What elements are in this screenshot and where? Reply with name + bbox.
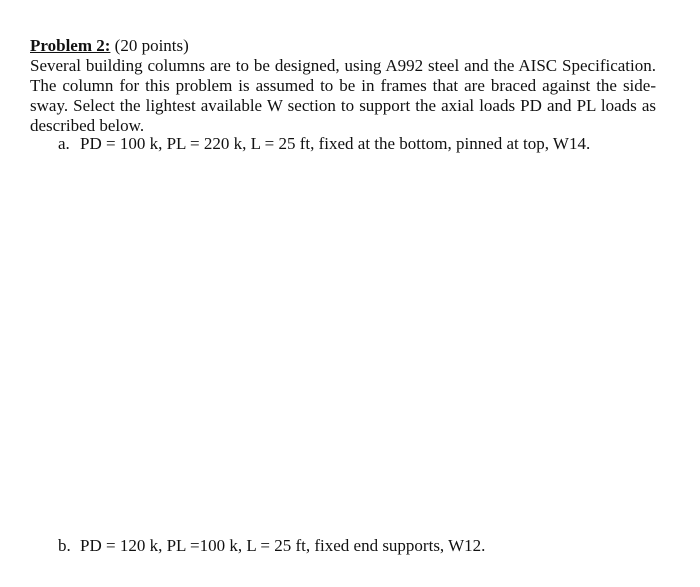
problem-points: (20 points) [110, 36, 189, 55]
sub-problem-b-text: PD = 120 k, PL =100 k, L = 25 ft, fixed end supports, W12. [80, 536, 486, 555]
sub-problem-b [58, 536, 485, 556]
sub-problem-a-text: PD = 100 k, PL = 220 k, L = 25 ft, fixed at the bottom, pinned at top, W14. [80, 134, 591, 153]
sub-problem-a-marker: a. [58, 134, 70, 153]
problem-label: Problem 2: [30, 36, 111, 55]
sub-problem-b-marker: b. [58, 536, 71, 555]
problem-statement: Several building columns are to be designed, using A992 steel and the AISC Specification. The column for this problem is assumed to be in frames that are braced against the side-sway. Select the lightest available W section to support the axial loads PD and PL loads as described below. [30, 56, 656, 135]
problem-heading [30, 36, 189, 56]
sub-problem-a [58, 134, 590, 154]
